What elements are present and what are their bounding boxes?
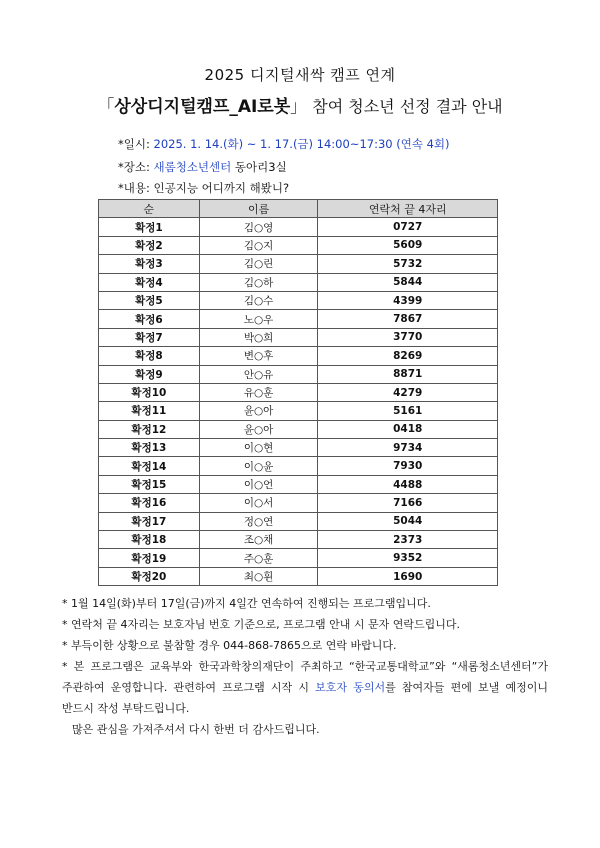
table-row xyxy=(99,347,498,365)
info-place-label: *장소: xyxy=(118,160,154,174)
cell-contact: 7166 xyxy=(318,494,498,512)
note-schedule: * 1월 14일(화)부터 17일(금)까지 4일간 연속하여 진행되는 프로그램입니다. xyxy=(62,597,431,610)
cell-name: 김○하 xyxy=(199,273,318,291)
note-organizers-line2 xyxy=(62,677,548,698)
table-row xyxy=(99,310,498,328)
table-row xyxy=(99,457,498,475)
cell-name: 주○훈 xyxy=(199,549,318,567)
cell-seq: 확정5 xyxy=(99,291,200,309)
table-row xyxy=(99,475,498,493)
table-row xyxy=(99,439,498,457)
info-content xyxy=(118,180,289,196)
note4-text-a: 주관하여 운영합니다. 관련하여 프로그램 시작 시 xyxy=(62,681,316,694)
cell-contact: 5161 xyxy=(318,402,498,420)
info-date-value: 2025. 1. 14.(화) ~ 1. 17.(금) 14:00~17:30 (연속 4회) xyxy=(153,137,450,151)
note-organizers-line3: 반드시 작성 부탁드립니다. xyxy=(62,702,190,715)
cell-contact: 0418 xyxy=(318,420,498,438)
table-row xyxy=(99,328,498,346)
cell-seq: 확정3 xyxy=(99,255,200,273)
cell-contact: 9734 xyxy=(318,439,498,457)
consent-form-highlight: 보호자 동의서 xyxy=(315,681,386,694)
cell-seq: 확정2 xyxy=(99,236,200,254)
cell-name: 김○영 xyxy=(199,218,318,236)
table-row xyxy=(99,549,498,567)
note-absence: * 부득이한 상황으로 불참할 경우 044-868-7865으로 연락 바랍니다. xyxy=(62,639,397,652)
cell-name: 안○유 xyxy=(199,365,318,383)
cell-name: 박○희 xyxy=(199,328,318,346)
cell-contact: 4279 xyxy=(318,383,498,401)
results-table xyxy=(98,199,498,586)
cell-seq: 확정9 xyxy=(99,365,200,383)
table-row xyxy=(99,420,498,438)
info-place xyxy=(118,159,287,175)
cell-contact: 7930 xyxy=(318,457,498,475)
cell-name: 이○현 xyxy=(199,439,318,457)
table-row xyxy=(99,512,498,530)
cell-name: 유○훈 xyxy=(199,383,318,401)
info-date-label: *일시: xyxy=(118,137,154,151)
cell-seq: 확정8 xyxy=(99,347,200,365)
cell-contact: 9352 xyxy=(318,549,498,567)
cell-contact: 5844 xyxy=(318,273,498,291)
table-row xyxy=(99,531,498,549)
cell-contact: 7867 xyxy=(318,310,498,328)
cell-name: 이○서 xyxy=(199,494,318,512)
cell-seq: 확정20 xyxy=(99,567,200,585)
closing-message: 많은 관심을 가져주셔서 다시 한번 더 감사드립니다. xyxy=(72,723,320,736)
cell-seq: 확정13 xyxy=(99,439,200,457)
notes-section xyxy=(62,593,548,740)
table-row xyxy=(99,236,498,254)
cell-contact: 4399 xyxy=(318,291,498,309)
table-row xyxy=(99,383,498,401)
table-row xyxy=(99,218,498,236)
cell-seq: 확정16 xyxy=(99,494,200,512)
note-organizers-line1: * 본 프로그램은 교육부와 한국과학창의재단이 주최하고 “한국교통대학교”와 “새롬청소년센터”가 xyxy=(62,660,548,673)
cell-name: 이○윤 xyxy=(199,457,318,475)
document-title-line2 xyxy=(0,92,600,117)
cell-contact: 2373 xyxy=(318,531,498,549)
info-content-value: 인공지능 어디까지 해봤니? xyxy=(153,181,290,195)
cell-name: 노○우 xyxy=(199,310,318,328)
note-contact: * 연락처 끝 4자리는 보호자님 번호 기준으로, 프로그램 안내 시 문자 연락드립니다. xyxy=(62,618,460,631)
cell-seq: 확정17 xyxy=(99,512,200,530)
cell-contact: 8269 xyxy=(318,347,498,365)
table-row xyxy=(99,494,498,512)
header-name: 이름 xyxy=(199,200,318,218)
cell-contact: 5044 xyxy=(318,512,498,530)
cell-name: 김○지 xyxy=(199,236,318,254)
cell-seq: 확정1 xyxy=(99,218,200,236)
cell-seq: 확정19 xyxy=(99,549,200,567)
cell-name: 변○후 xyxy=(199,347,318,365)
table-row xyxy=(99,273,498,291)
info-content-label: *내용: xyxy=(118,181,154,195)
cell-name: 윤○아 xyxy=(199,402,318,420)
cell-seq: 확정11 xyxy=(99,402,200,420)
note4-text-b: 를 참여자들 편에 보낼 예정이니 xyxy=(385,681,548,694)
table-header-row xyxy=(99,200,498,218)
cell-name: 조○채 xyxy=(199,531,318,549)
cell-seq: 확정18 xyxy=(99,531,200,549)
table-row xyxy=(99,291,498,309)
table-row xyxy=(99,402,498,420)
header-seq: 순 xyxy=(99,200,200,218)
cell-seq: 확정14 xyxy=(99,457,200,475)
cell-name: 이○언 xyxy=(199,475,318,493)
info-place-highlight: 새롬청소년센터 xyxy=(153,160,232,174)
title-bracket-close: 」 xyxy=(290,97,308,117)
cell-seq: 확정15 xyxy=(99,475,200,493)
cell-contact: 4488 xyxy=(318,475,498,493)
cell-contact: 1690 xyxy=(318,567,498,585)
cell-seq: 확정7 xyxy=(99,328,200,346)
cell-seq: 확정12 xyxy=(99,420,200,438)
title-program-name: 상상디지털캠프_AI로봇 xyxy=(114,97,291,117)
info-date xyxy=(118,136,450,152)
cell-seq: 확정6 xyxy=(99,310,200,328)
table-row xyxy=(99,365,498,383)
cell-contact: 3770 xyxy=(318,328,498,346)
title-bracket-open: 「 xyxy=(97,97,115,117)
cell-seq: 확정4 xyxy=(99,273,200,291)
cell-name: 정○연 xyxy=(199,512,318,530)
cell-contact: 8871 xyxy=(318,365,498,383)
cell-name: 김○린 xyxy=(199,255,318,273)
title-rest: 참여 청소년 선정 결과 안내 xyxy=(307,97,503,116)
document-title-line1: 2025 디지털새싹 캠프 연계 xyxy=(204,66,396,84)
cell-name: 최○휜 xyxy=(199,567,318,585)
cell-seq: 확정10 xyxy=(99,383,200,401)
header-contact: 연락처 끝 4자리 xyxy=(318,200,498,218)
cell-contact: 5609 xyxy=(318,236,498,254)
table-row xyxy=(99,567,498,585)
cell-contact: 0727 xyxy=(318,218,498,236)
cell-contact: 5732 xyxy=(318,255,498,273)
cell-name: 김○수 xyxy=(199,291,318,309)
info-place-rest: 동아리3실 xyxy=(231,160,287,174)
table-row xyxy=(99,255,498,273)
cell-name: 윤○아 xyxy=(199,420,318,438)
